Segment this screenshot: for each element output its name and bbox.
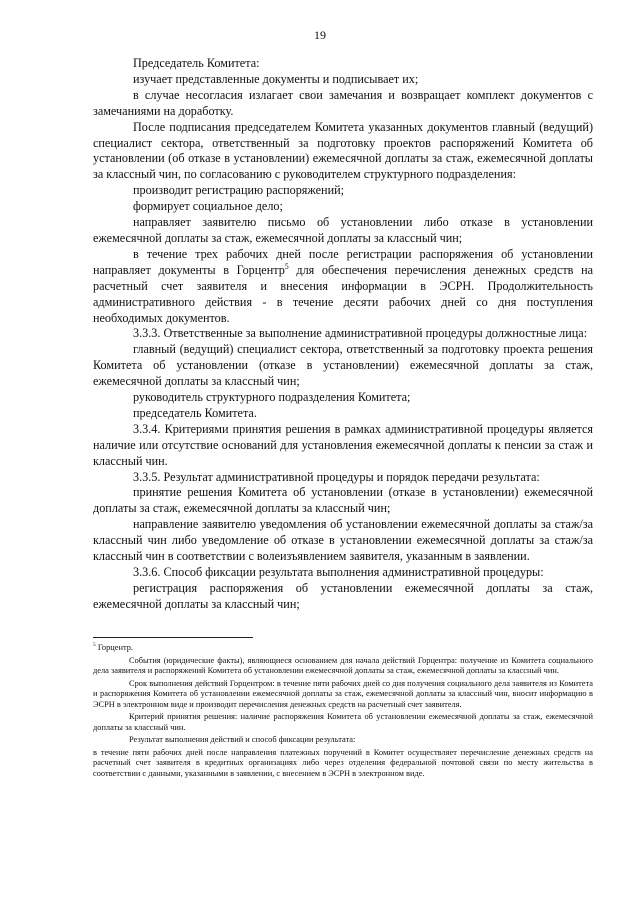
paragraph: главный (ведущий) специалист сектора, ответственный за подготовку проекта решения Комитета об установлении (отказе в установлении) ежемесячной доплаты за стаж, ежемесячной доплаты за классный чин; (93, 342, 593, 389)
footnote-paragraph: Результат выполнения действий и способ фиксации результата: (129, 735, 356, 744)
footnotes (93, 643, 593, 781)
page-number: 19 (314, 28, 326, 42)
paragraph: в случае несогласия излагает свои замечания и возвращает комплект документов с замечаниями на доработку. (93, 87, 593, 118)
footnote-mark: 5 (93, 642, 96, 649)
paragraph: Председатель Комитета: (133, 56, 260, 70)
footnote-paragraph: Критерий принятия решения: наличие распоряжения Комитета об установлении ежемесячной доплаты за стаж, ежемесячной доплаты за классный чин. (93, 712, 593, 732)
footnote-paragraph: События (юридические факты), являющиеся основанием для начала действий Горцентра: получение из Комитета социального дела заявителя и распоряжений Комитета об установлении ежемесячной доплаты за стаж, ежемесячной доплаты за классный чин. (93, 655, 593, 675)
footnote-paragraph: Срок выполнения действий Горцентром: в течение пяти рабочих дней со дня получения социального дела заявителя из Комитета и распоряжения Комитета об установлении ежемесячной доплаты за стаж, ежемесячной доплаты за классный чин, вносит информацию в ЭСРН в электронном виде и производит перечисления денежных средств на расчетный счет заявителя. (93, 678, 593, 709)
document-body (93, 56, 593, 613)
section-3-3-4: 3.3.4. Критериями принятия решения в рамках административной процедуры является наличие или отсутствие оснований для установления ежемесячной доплаты к пенсии за стаж и классный чин. (93, 421, 593, 468)
paragraph: После подписания председателем Комитета указанных документов главный (ведущий) специалист сектора, ответственный за подготовку проектов распоряжений Комитета об установлении (об отказе в установлении) ежемесячной доплаты за стаж, ежемесячной доплаты за классный чин, по согласованию с руководителем структурного подразделения: (93, 119, 593, 182)
paragraph-text: для обеспечения перечисления денежных средств на расчетный счет заявителя и внесения информации в ЭСРН. Продолжительность административного действия - в течение десяти рабочих дней со дня поступления необходимых документов. (93, 262, 594, 325)
footnote-reference: 5 (284, 261, 289, 271)
paragraph: направление заявителю уведомления об установлении ежемесячной доплаты за стаж/за классный чин либо уведомление об отказе в установлении ежемесячной доплаты за стаж/за классный чин в соответствии с волеизъявлением заявителя, указанным в заявлении. (93, 517, 593, 564)
footnote-paragraph: в течение пяти рабочих дней после направления платежных поручений в Комитет осуществляет перечисление денежных средств на расчетный счет заявителя в кредитных организациях либо через отделения федеральной почтовой связи по месту жительства в соответствии с данными, указанными в заявлении, с внесением в ЭСРН в электронном виде. (93, 747, 593, 778)
paragraph: изучает представленные документы и подписывает их; (133, 71, 419, 86)
paragraph-with-footnote-ref (93, 247, 593, 327)
section-3-3-5: 3.3.5. Результат административной процедуры и порядок передачи результата: (133, 469, 540, 484)
paragraph: направляет заявителю письмо об установлении либо отказе в установлении ежемесячной доплаты за стаж, ежемесячной доплаты за классный чин; (93, 215, 593, 245)
footnote-divider (93, 637, 253, 638)
paragraph-text: в течение трех рабочих дней после регистрации распоряжения об установлении направляет документы в Горцентр (93, 246, 593, 277)
section-3-3-6: 3.3.6. Способ фиксации результата выполнения административной процедуры: (133, 565, 544, 579)
paragraph: производит регистрацию распоряжений; (133, 183, 345, 198)
section-3-3-3: 3.3.3. Ответственные за выполнение административной процедуры должностные лица: (133, 326, 588, 341)
footnote-title: $^5$ Горцентр. (93, 642, 134, 652)
paragraph: принятие решения Комитета об установлении (отказе в установлении) ежемесячной доплаты за стаж, ежемесячной доплаты за классный чин; (93, 485, 593, 516)
paragraph: председатель Комитета. (133, 405, 257, 420)
paragraph: регистрация распоряжения об установлении ежемесячной доплаты за стаж, ежемесячной доплаты за классный чин; (93, 580, 593, 611)
paragraph: формирует социальное дело; (133, 199, 283, 214)
paragraph: руководитель структурного подразделения Комитета; (133, 390, 411, 405)
